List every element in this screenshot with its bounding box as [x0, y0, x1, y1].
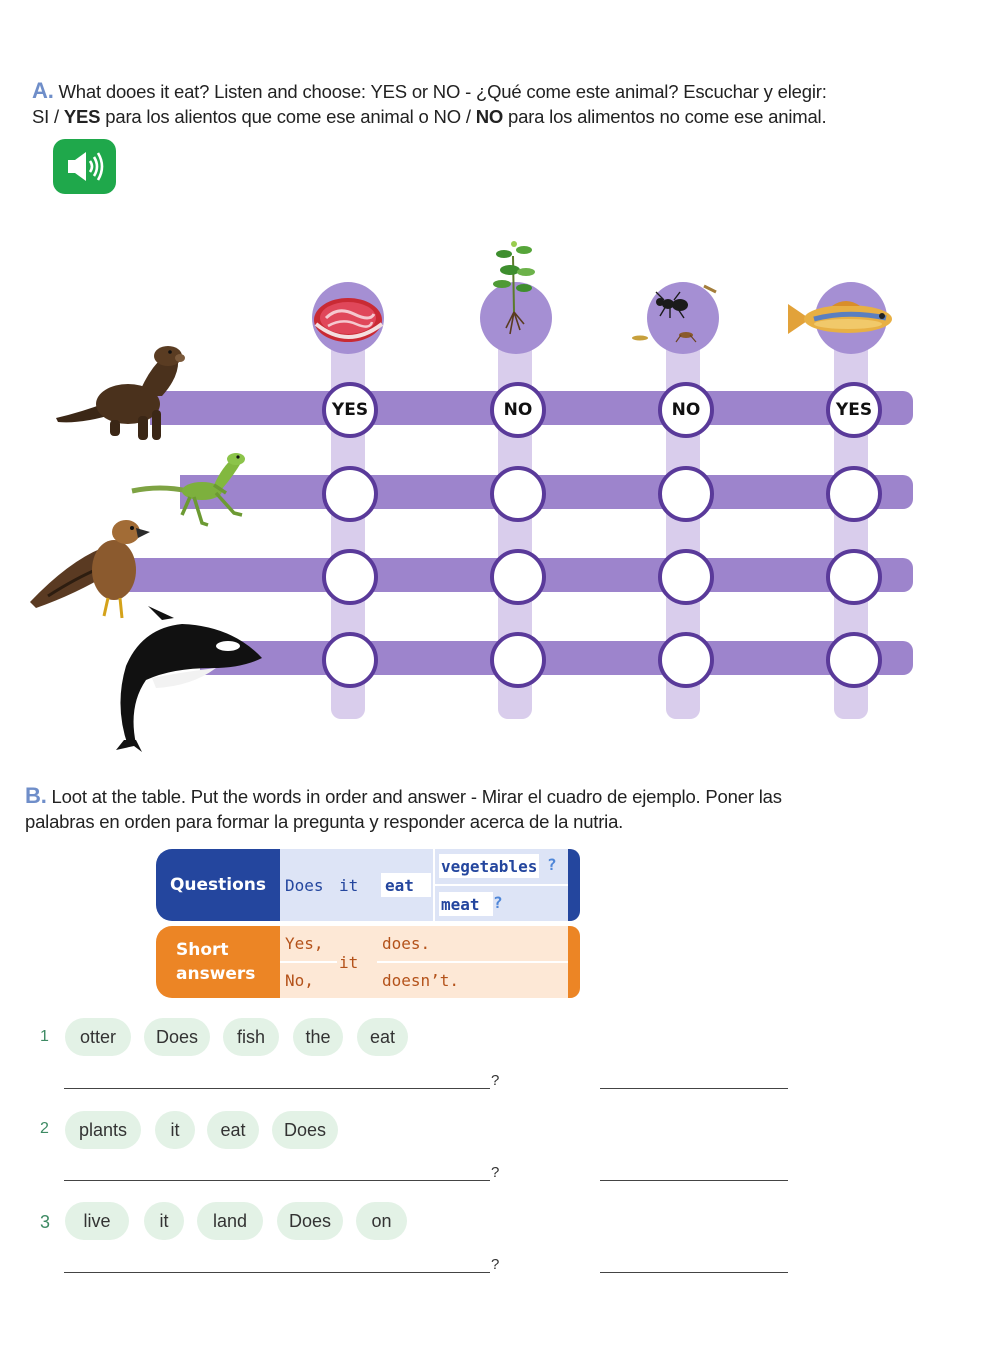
table-text-vegetables: vegetables — [441, 856, 538, 876]
word-chip[interactable]: land — [197, 1202, 263, 1240]
word-chip[interactable]: eat — [207, 1111, 259, 1149]
instructions-b-line2: palabras en orden para formar la pregunta y responder acerca de la nutria. — [25, 811, 624, 832]
exercise-3-question-line[interactable] — [64, 1272, 490, 1273]
table-text-does: Does — [285, 875, 324, 895]
exercise-3-question-mark: ? — [491, 1256, 500, 1273]
fish-image — [786, 296, 906, 342]
instructions-a-yes: YES — [63, 106, 101, 127]
table-cell-vegetables — [435, 849, 568, 884]
word-chip[interactable]: Does — [144, 1018, 210, 1056]
table-text-eat: eat — [385, 875, 414, 895]
word-chip[interactable]: the — [293, 1018, 343, 1056]
table-text-it: it — [339, 875, 359, 895]
meat-image — [308, 288, 390, 348]
short-answers-label-line1: Short — [176, 940, 229, 960]
word-chip[interactable]: fish — [223, 1018, 279, 1056]
section-a-letter: A. — [32, 78, 54, 103]
table-text-meat-box — [439, 892, 493, 916]
questions-label: Questions — [156, 849, 280, 921]
word-chip[interactable]: plants — [65, 1111, 141, 1149]
instructions-a-line2-post: para los alimentos no come ese animal. — [503, 106, 827, 127]
answer-lizard-insects[interactable] — [658, 466, 714, 522]
otter-image — [52, 340, 192, 448]
table-cell-it-answer — [337, 926, 377, 998]
table-cell-it — [337, 849, 377, 921]
answer-orca-insects[interactable] — [658, 632, 714, 688]
word-chip[interactable]: it — [155, 1111, 195, 1149]
answer-orca-fish[interactable] — [826, 632, 882, 688]
exercise-2-question-line[interactable] — [64, 1180, 490, 1181]
answer-eagle-insects[interactable] — [658, 549, 714, 605]
exercise-2-answer-line[interactable] — [600, 1180, 788, 1181]
table-text-eat-box — [381, 873, 431, 897]
table-text-yes: Yes, — [285, 934, 324, 953]
word-chip[interactable]: it — [144, 1202, 184, 1240]
answer-orca-plants[interactable] — [490, 632, 546, 688]
instructions-a-line1: What dooes it eat? Listen and choose: YES or NO - ¿Qué come este animal? Escuchar y elegir: — [53, 81, 827, 102]
orca-image — [112, 606, 272, 752]
answer-eagle-plants[interactable] — [490, 549, 546, 605]
exercise-2-number: 2 — [40, 1120, 49, 1137]
table-cell-yes — [280, 926, 340, 961]
section-b-letter: B. — [25, 783, 47, 808]
table-cell-doesnt-answer — [377, 963, 573, 998]
instructions-b — [25, 783, 925, 834]
answer-otter-fish[interactable]: YES — [826, 382, 882, 438]
answers-row-cap — [568, 926, 580, 998]
instructions-a-line2-pre: SI / — [32, 106, 64, 127]
instructions-b-line1: Loot at the table. Put the words in order and answer - Mirar el cuadro de ejemplo. Poner las — [46, 786, 782, 807]
insects-image — [626, 280, 722, 350]
exercise-3-number: 3 — [40, 1212, 51, 1232]
exercise-3-answer-line[interactable] — [600, 1272, 788, 1273]
table-text-doesnt-answer: doesn’t. — [382, 971, 460, 990]
word-chip[interactable]: eat — [357, 1018, 408, 1056]
word-chip[interactable]: otter — [65, 1018, 131, 1056]
table-cell-does — [280, 849, 340, 921]
word-chip[interactable]: on — [356, 1202, 407, 1240]
short-answers-label-line2: answers — [176, 964, 256, 984]
table-cell-meat — [435, 886, 568, 921]
table-qmark-vegetables: ? — [547, 855, 557, 874]
answer-otter-insects[interactable]: NO — [658, 382, 714, 438]
exercise-1-question-line[interactable] — [64, 1088, 490, 1089]
row-bar-lizard — [180, 475, 913, 509]
table-text-meat: meat — [441, 894, 480, 914]
short-answers-label — [156, 926, 280, 998]
instructions-a-no: NO — [475, 106, 504, 127]
instructions-a-line2-mid: para los alientos que come ese animal o NO / — [100, 106, 476, 127]
table-cell-does-answer — [377, 926, 573, 961]
word-chip[interactable]: live — [65, 1202, 129, 1240]
table-text-vegetables-box — [439, 854, 539, 878]
word-chip[interactable]: Does — [272, 1111, 338, 1149]
answer-lizard-plants[interactable] — [490, 466, 546, 522]
table-cell-no — [280, 963, 340, 998]
answer-otter-meat[interactable]: YES — [322, 382, 378, 438]
table-cell-eat — [377, 849, 433, 921]
exercise-2-question-mark: ? — [491, 1164, 500, 1181]
grammar-table — [156, 844, 593, 1004]
row-bar-orca — [200, 641, 913, 675]
exercise-1-answer-line[interactable] — [600, 1088, 788, 1089]
table-qmark-meat: ? — [493, 893, 503, 912]
exercise-1-question-mark: ? — [491, 1072, 500, 1089]
plant-image — [480, 236, 550, 340]
answer-otter-plants[interactable]: NO — [490, 382, 546, 438]
table-text-no: No, — [285, 971, 314, 990]
exercise-1-number: 1 — [40, 1028, 49, 1045]
table-text-it-answer: it — [339, 952, 359, 972]
answer-orca-meat[interactable] — [322, 632, 378, 688]
questions-row-cap — [568, 849, 580, 921]
table-text-does-answer: does. — [382, 934, 431, 953]
answer-eagle-fish[interactable] — [826, 549, 882, 605]
answer-lizard-fish[interactable] — [826, 466, 882, 522]
answer-lizard-meat[interactable] — [322, 466, 378, 522]
word-chip[interactable]: Does — [277, 1202, 343, 1240]
answer-eagle-meat[interactable] — [322, 549, 378, 605]
